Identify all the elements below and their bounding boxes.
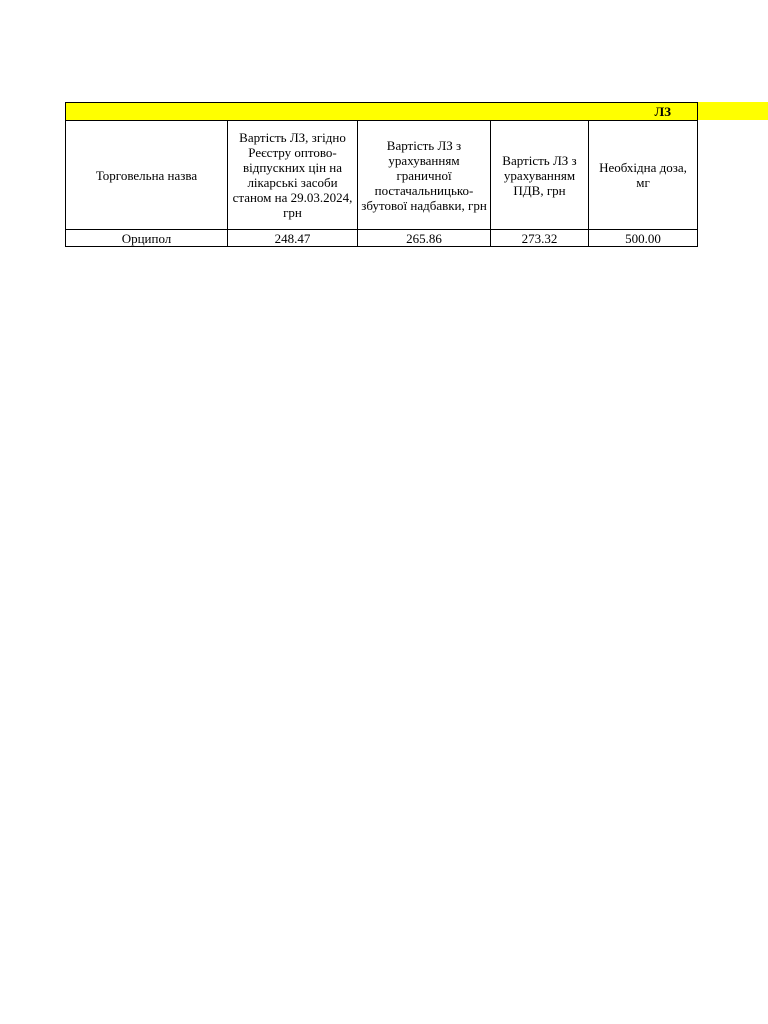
table-row [66,230,698,247]
cell-trade-name: Орципол [66,230,228,247]
cell-price-with-vat: 273.32 [491,230,589,247]
header-required-dose: Необхідна доза, мг [589,121,698,230]
drug-price-table [65,102,698,247]
header-price-with-markup: Вартість ЛЗ з урахуванням граничної постачальницько-збутової надбавки, грн [358,121,491,230]
header-price-with-vat: Вартість ЛЗ з урахуванням ПДВ, грн [491,121,589,230]
table-header-row [66,121,698,230]
cell-required-dose: 500.00 [589,230,698,247]
table-title-row [66,103,698,121]
cell-registry-price: 248.47 [228,230,358,247]
header-registry-price: Вартість ЛЗ, згідно Реєстру оптово-відпускних цін на лікарські засоби станом на 29.03.2024, грн [228,121,358,230]
table-title: ЛЗ [66,103,698,121]
header-trade-name: Торговельна назва [66,121,228,230]
cell-price-with-markup: 265.86 [358,230,491,247]
